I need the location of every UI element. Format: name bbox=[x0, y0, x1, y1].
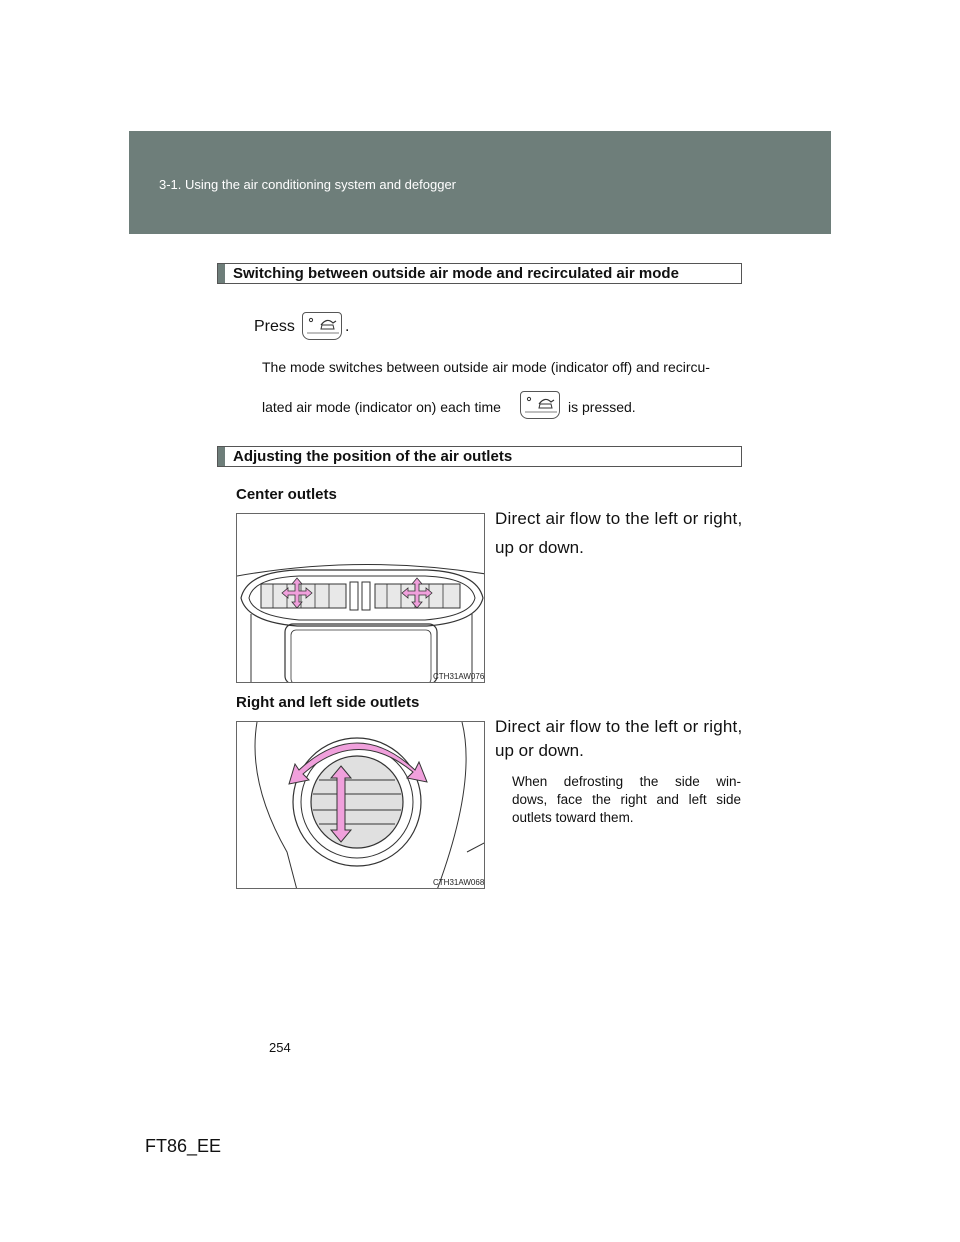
heading-bar bbox=[218, 447, 225, 466]
center-outlets-desc-line1: Direct air flow to the left or right, bbox=[495, 509, 743, 528]
side-outlets-figure bbox=[236, 721, 485, 889]
side-figure-code: CTH31AW068 bbox=[433, 878, 485, 887]
side-outlets-desc-line2: up or down. bbox=[495, 741, 584, 760]
press-period: . bbox=[345, 318, 350, 335]
side-outlets-desc-line1: Direct air flow to the left or right, bbox=[495, 717, 743, 736]
side-outlets-note-line3: outlets toward them. bbox=[512, 810, 634, 825]
air-mode-note-line2-end: is pressed. bbox=[568, 399, 636, 415]
doc-code: FT86_EE bbox=[145, 1136, 222, 1156]
header-title: 3-1. Using the air conditioning system and defogger bbox=[159, 177, 457, 192]
heading-bar bbox=[218, 264, 225, 283]
center-outlets-figure bbox=[236, 513, 485, 683]
side-outlets-note bbox=[512, 773, 741, 827]
side-outlets-title: Right and left side outlets bbox=[236, 694, 420, 711]
center-figure-code: CTH31AW076 bbox=[433, 672, 485, 681]
recirculation-button-icon bbox=[302, 312, 342, 340]
section-heading-air-outlets bbox=[217, 446, 742, 467]
side-outlets-illustration bbox=[237, 722, 485, 889]
section-heading-air-mode bbox=[217, 263, 742, 284]
page-number: 254 bbox=[269, 1040, 291, 1055]
side-outlets-note-line2: dows, face the right and left side bbox=[512, 792, 741, 807]
press-label: Press bbox=[254, 318, 295, 335]
recirculation-button-icon-inline bbox=[520, 391, 560, 419]
side-outlets-note-line1: When defrosting the side win- bbox=[512, 774, 741, 789]
center-outlets-illustration bbox=[237, 514, 485, 683]
air-mode-note-line1: The mode switches between outside air mode (indicator off) and recircu- bbox=[262, 359, 710, 375]
center-outlets-desc-line2: up or down. bbox=[495, 538, 584, 557]
center-outlets-title: Center outlets bbox=[236, 486, 337, 503]
section-heading-text: Switching between outside air mode and recirculated air mode bbox=[233, 265, 679, 282]
section-heading-text: Adjusting the position of the air outlets bbox=[233, 448, 513, 465]
header-band bbox=[129, 131, 831, 234]
air-mode-note-line2: lated air mode (indicator on) each time bbox=[262, 399, 501, 415]
